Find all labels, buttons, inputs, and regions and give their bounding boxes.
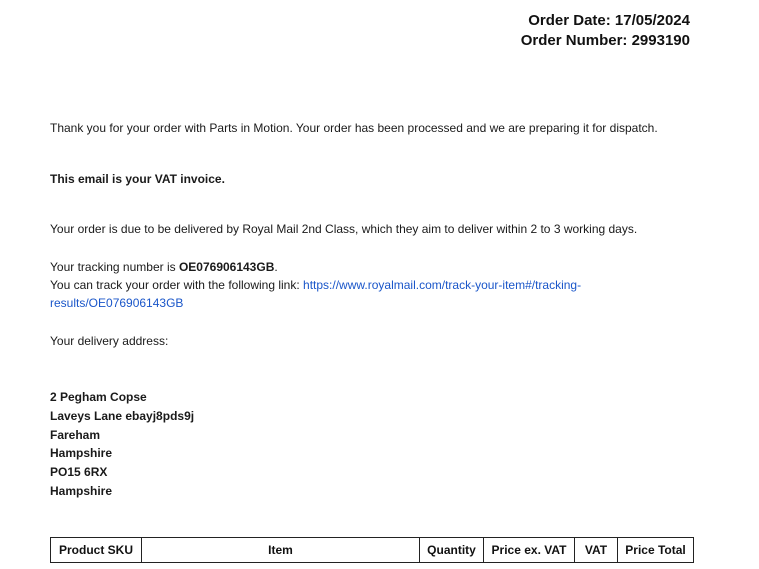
tracking-link-prefix: You can track your order with the following link: [50,278,304,292]
address-line: 2 Pegham Copse [50,390,147,404]
thank-you-message: Thank you for your order with Parts in Motion. Your order has been processed and we are preparing it for dispatch. [50,121,658,135]
order-items-table [50,537,694,563]
column-header-price-ex-vat: Price ex. VAT [484,538,575,563]
tracking-prefix: Your tracking number is [50,260,179,274]
tracking-suffix: . [274,260,278,274]
tracking-link-line [50,276,630,312]
address-line: Fareham [50,427,101,442]
order-number [521,31,690,51]
address-line: PO15 6RX [50,465,108,480]
address-line: Hampshire [50,446,113,461]
order-date-value: 17/05/2024 [614,12,690,29]
address-line: Laveys Lane ebayj8pds9j [50,408,195,423]
column-header-product-sku: Product SKU [51,538,142,563]
tracking-number-line [50,258,680,276]
order-meta [521,11,690,51]
order-date [521,11,690,31]
column-header-vat: VAT [575,538,618,563]
delivery-address [50,388,194,501]
tracking-link[interactable]: https://www.royalmail.com/track-your-item#/tracking-results/OE076906143GB [50,278,582,310]
order-number-value: 2993190 [631,32,690,49]
column-header-item: Item [142,538,420,563]
table-header-row [51,538,694,563]
address-line: Hampshire [50,483,113,498]
column-header-price-total: Price Total [618,538,694,563]
vat-invoice-notice: This email is your VAT invoice. [50,172,225,186]
order-date-label: Order Date: [528,12,611,29]
tracking-number: OE076906143GB [178,260,275,274]
delivery-address-heading: Your delivery address: [50,334,169,348]
column-header-quantity: Quantity [420,538,484,563]
delivery-message: Your order is due to be delivered by Royal Mail 2nd Class, which they aim to deliver within 2 to 3 working days. [50,222,638,236]
order-number-label: Order Number: [520,32,628,49]
